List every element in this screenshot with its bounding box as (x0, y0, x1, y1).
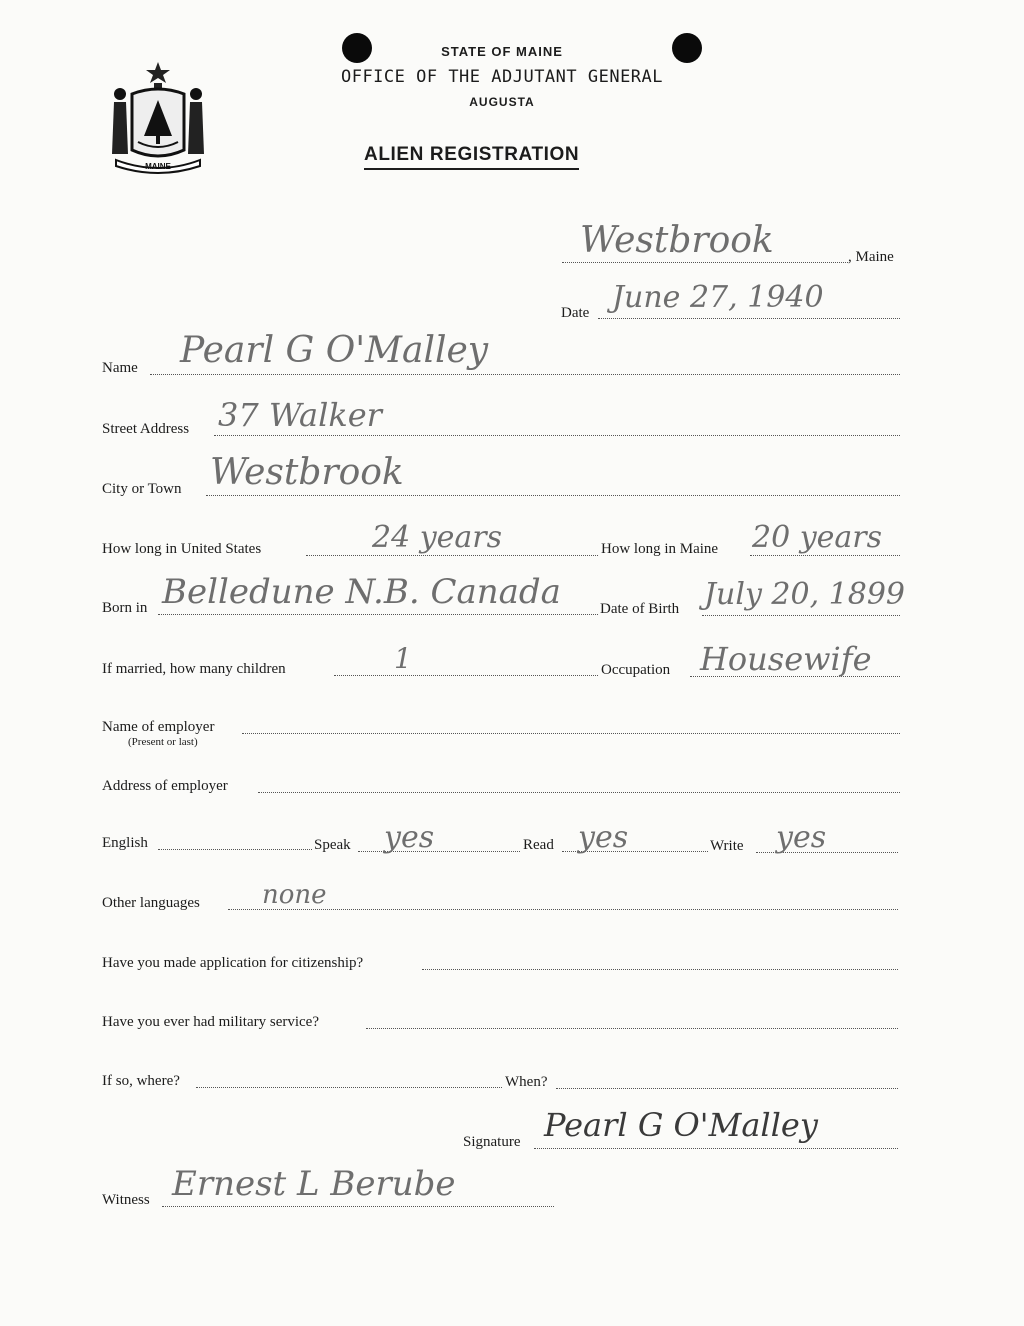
city-value[interactable]: Westbrook (210, 452, 404, 493)
town-value[interactable]: Westbrook (580, 220, 774, 261)
speak-label: Speak (314, 837, 351, 853)
street-value[interactable]: 37 Walker (218, 396, 382, 434)
children-label: If married, how many children (102, 661, 286, 677)
employer-name-line[interactable] (242, 733, 900, 734)
city-label: City or Town (102, 481, 182, 497)
other-languages-label: Other languages (102, 895, 200, 911)
other-languages-value[interactable]: none (262, 880, 327, 910)
town-line (562, 262, 848, 263)
employer-name-label: Name of employer (102, 719, 215, 735)
witness-value[interactable]: Ernest L Berube (172, 1164, 456, 1204)
seal-label: MAINE (145, 162, 171, 171)
signature-line (534, 1148, 898, 1149)
city-line (206, 495, 900, 496)
date-of-birth-line (702, 615, 900, 616)
write-label: Write (710, 838, 744, 854)
other-languages-line (228, 909, 898, 910)
english-label: English (102, 835, 148, 851)
military-label: Have you ever had military service? (102, 1014, 319, 1030)
header-office: OFFICE OF THE ADJUTANT GENERAL (340, 67, 664, 87)
date-label: Date (561, 305, 590, 321)
read-value[interactable]: yes (578, 820, 629, 855)
date-value[interactable]: June 27, 1940 (612, 280, 824, 315)
name-value[interactable]: Pearl G O'Malley (180, 330, 489, 371)
born-in-line (158, 614, 598, 615)
header-state: STATE OF MAINE (441, 44, 563, 59)
employer-address-line[interactable] (258, 792, 900, 793)
name-label: Name (102, 360, 138, 376)
how-long-us-label: How long in United States (102, 541, 262, 557)
date-of-birth-value[interactable]: July 20, 1899 (704, 577, 906, 612)
employer-address-label: Address of employer (102, 778, 228, 794)
children-value[interactable]: 1 (394, 642, 412, 675)
speak-value[interactable]: yes (384, 820, 435, 855)
employer-note: (Present or last) (128, 736, 198, 748)
how-long-us-line (306, 555, 598, 556)
english-line (158, 849, 312, 850)
how-long-maine-value[interactable]: 20 years (752, 520, 883, 555)
read-label: Read (523, 837, 554, 853)
citizenship-label: Have you made application for citizenship? (102, 955, 364, 971)
speak-line (358, 851, 520, 852)
born-in-value[interactable]: Belledune N.B. Canada (162, 572, 561, 612)
name-line (150, 374, 900, 375)
write-value[interactable]: yes (776, 820, 827, 855)
occupation-label: Occupation (601, 662, 671, 678)
citizenship-line[interactable] (422, 969, 898, 970)
where-label: If so, where? (102, 1073, 180, 1089)
signature-value[interactable]: Pearl G O'Malley (544, 1106, 818, 1144)
form-title: ALIEN REGISTRATION (364, 144, 579, 170)
how-long-maine-label: How long in Maine (601, 541, 719, 557)
street-line (214, 435, 900, 436)
header-city: AUGUSTA (469, 95, 535, 109)
when-label: When? (505, 1074, 548, 1090)
when-line[interactable] (556, 1088, 898, 1089)
how-long-us-value[interactable]: 24 years (372, 520, 503, 555)
how-long-maine-line (750, 555, 900, 556)
maine-label: , Maine (848, 249, 894, 265)
street-label: Street Address (102, 421, 190, 437)
military-line[interactable] (366, 1028, 898, 1029)
witness-line (162, 1206, 554, 1207)
witness-label: Witness (102, 1192, 150, 1208)
date-of-birth-label: Date of Birth (600, 601, 680, 617)
occupation-value[interactable]: Housewife (700, 640, 872, 678)
signature-label: Signature (463, 1134, 521, 1150)
where-line[interactable] (196, 1087, 502, 1088)
born-in-label: Born in (102, 600, 148, 616)
date-line (598, 318, 900, 319)
children-line (334, 675, 598, 676)
